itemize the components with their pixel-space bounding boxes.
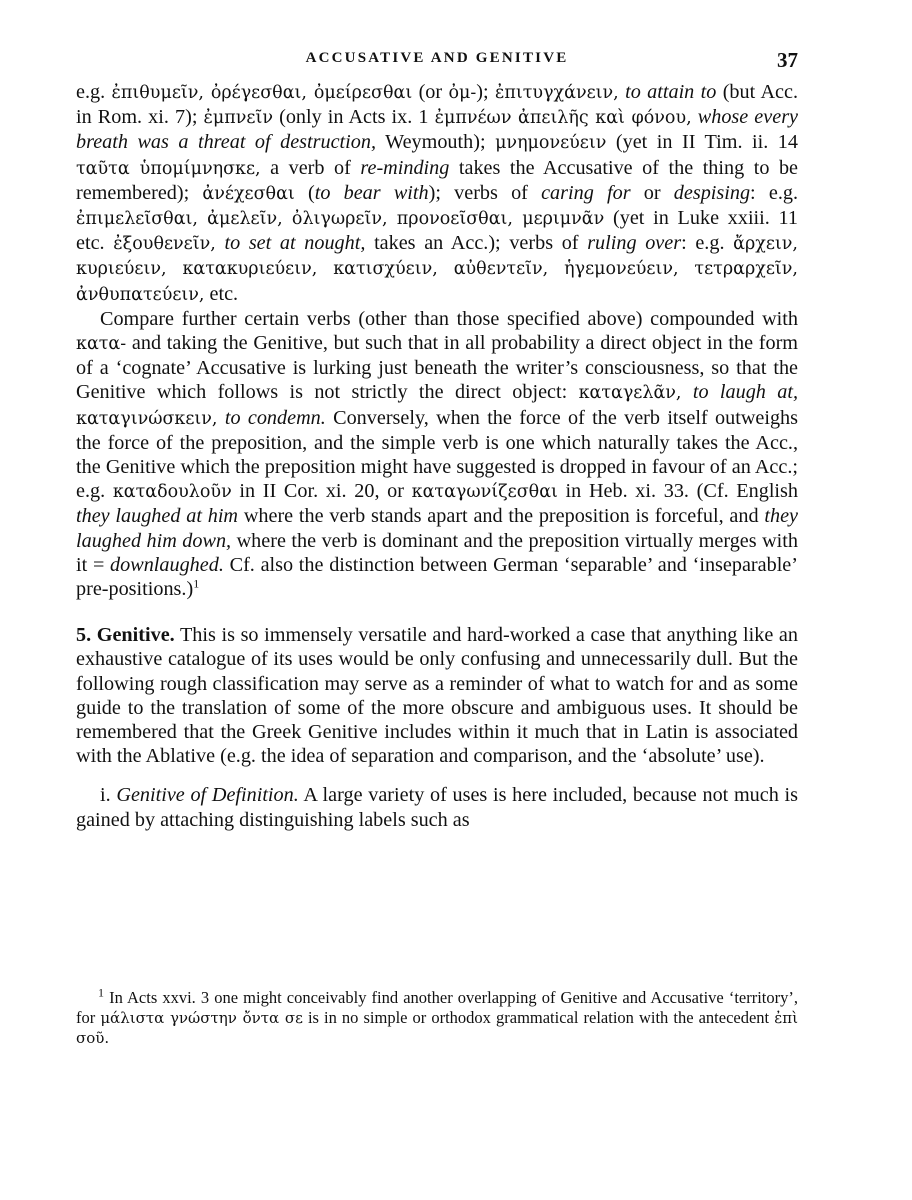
text-run: (or [412, 81, 449, 103]
text-run: A large variety of uses is here included, because not much is gained by attaching distinguishing labels such as [76, 784, 798, 831]
subsection-number: i. [100, 784, 111, 807]
greek-term: καταγωνίζεσθαι [411, 482, 558, 503]
text-run: Conversely, when the force of the verb itself outweighs the force of the preposition, and the simple verb is one which naturally takes the Acc., the Genitive which the preposition might have suggested is dropped in favour of an Acc.; e.g. [76, 406, 799, 503]
greek-term: ἐμπνεῖν [203, 108, 274, 129]
text-run: where the verb stands apart and the preposition is forceful, and [238, 505, 765, 528]
text-run: or [630, 181, 674, 204]
text-run: : e.g. [681, 232, 734, 255]
greek-term: ἐπὶ σοῦ. [76, 1009, 798, 1047]
running-head [76, 40, 798, 70]
text-run: e.g. [76, 81, 112, 103]
greek-term: ἐμπνέων ἀπειλῆς καὶ φόνου, [434, 108, 692, 129]
text-run: Compare further certain verbs (other than those specified above) compounded with [100, 307, 798, 330]
italic-gloss: they laughed him down, [76, 505, 798, 552]
italic-gloss: caring for [541, 181, 631, 204]
italic-gloss: to bear with [314, 181, 429, 204]
text-run: Cf. also the distinction between German ‘separable’ and ‘inseparable’ pre-positions.) [76, 553, 798, 601]
section-heading: 5. Genitive. [76, 624, 175, 647]
text-run: (yet in Luke xxiii. 11 etc. [76, 207, 798, 255]
text-run: (but Acc. in Rom. xi. 7); [76, 81, 799, 129]
footnote-text [76, 985, 798, 1048]
text-run: In Acts xxvi. 3 one might conceivably find another overlapping of Genitive and Accusative ‘territory’, for [76, 988, 798, 1027]
text-run: a verb of [260, 156, 361, 179]
greek-term: ἐπιτυγχάνειν, [495, 83, 619, 103]
text-run: in II Cor. xi. 20, or [231, 480, 412, 503]
greek-term: ἐπιθυμεῖν, ὀρέγεσθαι, ὀμείρεσθαι [111, 83, 413, 103]
greek-term: καταδουλοῦν [112, 482, 232, 503]
text-run: ( [294, 181, 315, 204]
text-run: : e.g. [750, 181, 799, 204]
paragraph-kata-compounds [76, 307, 798, 601]
text-run: takes the Accusative of the thing to be remembered); [76, 156, 798, 204]
paragraph-genitive-section [76, 623, 798, 768]
greek-term: ἐπιμελεῖσθαι, ἀμελεῖν, ὀλιγωρεῖν, προνοεῖσθαι, μεριμνᾶν [76, 209, 605, 230]
text-run: This is so immensely versatile and hard-worked a case that anything like an exhaustive catalogue of its uses would be only confusing and unnecessarily dull. But the following rough classification may serve as a reminder of what to watch for and as some guide to the translation of some of the more obscure and ambiguous uses. It should be remembered that the Greek Genitive includes within it much that in Latin is associated with the Ablative (e.g. the idea of separation and comparison, and the ‘absolute’ use). [76, 624, 798, 768]
greek-term: ταῦτα ὑπομίμνησκε, [76, 158, 261, 179]
greek-term: καταγινώσκειν, [76, 408, 218, 429]
greek-term: καταγελᾶν, [578, 383, 682, 404]
text-run: ); [476, 81, 495, 103]
text-run: takes an Acc.); verbs of [365, 232, 588, 255]
page-number: 37 [777, 48, 798, 72]
footnote-mark: 1 [98, 985, 104, 1000]
greek-term: ἄρχειν, κυριεύειν, κατακυριεύειν, κατισχύειν, αὐθεντεῖν, ἡγεμονεύειν, τετραρχεῖν, ἀνθυπατεύειν, [76, 234, 798, 305]
paragraph-genitive-of-definition [76, 783, 798, 831]
text-run: etc. [204, 282, 239, 305]
footnote-reference[interactable]: 1 [193, 576, 200, 591]
italic-gloss: downlaughed. [110, 553, 224, 576]
greek-term: ἐξουθενεῖν, [113, 234, 216, 255]
italic-gloss: despising [673, 181, 751, 204]
text-run: Weymouth); [376, 131, 496, 154]
text-run: ); verbs of [428, 181, 542, 204]
greek-term: ἀνέχεσθαι [202, 183, 295, 204]
italic-gloss: to laugh at, [681, 381, 798, 404]
footnote [76, 985, 798, 1048]
greek-term: μνημονεύειν [495, 133, 607, 154]
greek-term: μάλιστα γνώστην ὄντα σε [100, 1009, 303, 1027]
italic-gloss: to set at nought, [215, 232, 366, 255]
italic-gloss: to condemn. [217, 406, 326, 429]
text-run: in Heb. xi. 33. (Cf. English [557, 480, 798, 503]
running-title: ACCUSATIVE AND GENITIVE [305, 50, 569, 66]
greek-term: κατα- [76, 334, 127, 355]
text-run: and taking the Genitive, but such that in all probability a direct object in the form of a ‘cognate’ Accusative is lurking just beneath the writer’s consciousness, so that the Genitive which follows is not strictly the direct object: [76, 332, 798, 404]
text-run: (only in Acts ix. 1 [273, 106, 435, 129]
subsection-title: Genitive of Definition. [110, 784, 299, 807]
italic-gloss: to attain to [618, 81, 717, 103]
text-run: is in no simple or orthodox grammatical relation with the antecedent [302, 1008, 775, 1027]
text-run: where the verb is dominant and the preposition virtually merges with it = [76, 529, 798, 576]
greek-term: ὀμ- [448, 83, 477, 103]
italic-gloss: whose every breath was a threat of destruction, [76, 106, 799, 154]
italic-gloss: they laughed at him [76, 505, 239, 528]
italic-gloss: ruling over [587, 232, 682, 255]
text-run: (yet in II Tim. ii. 14 [606, 131, 798, 154]
body-text [76, 80, 798, 832]
italic-gloss: re-minding [360, 156, 450, 179]
paragraph-verbs-taking-genitive [76, 80, 798, 307]
